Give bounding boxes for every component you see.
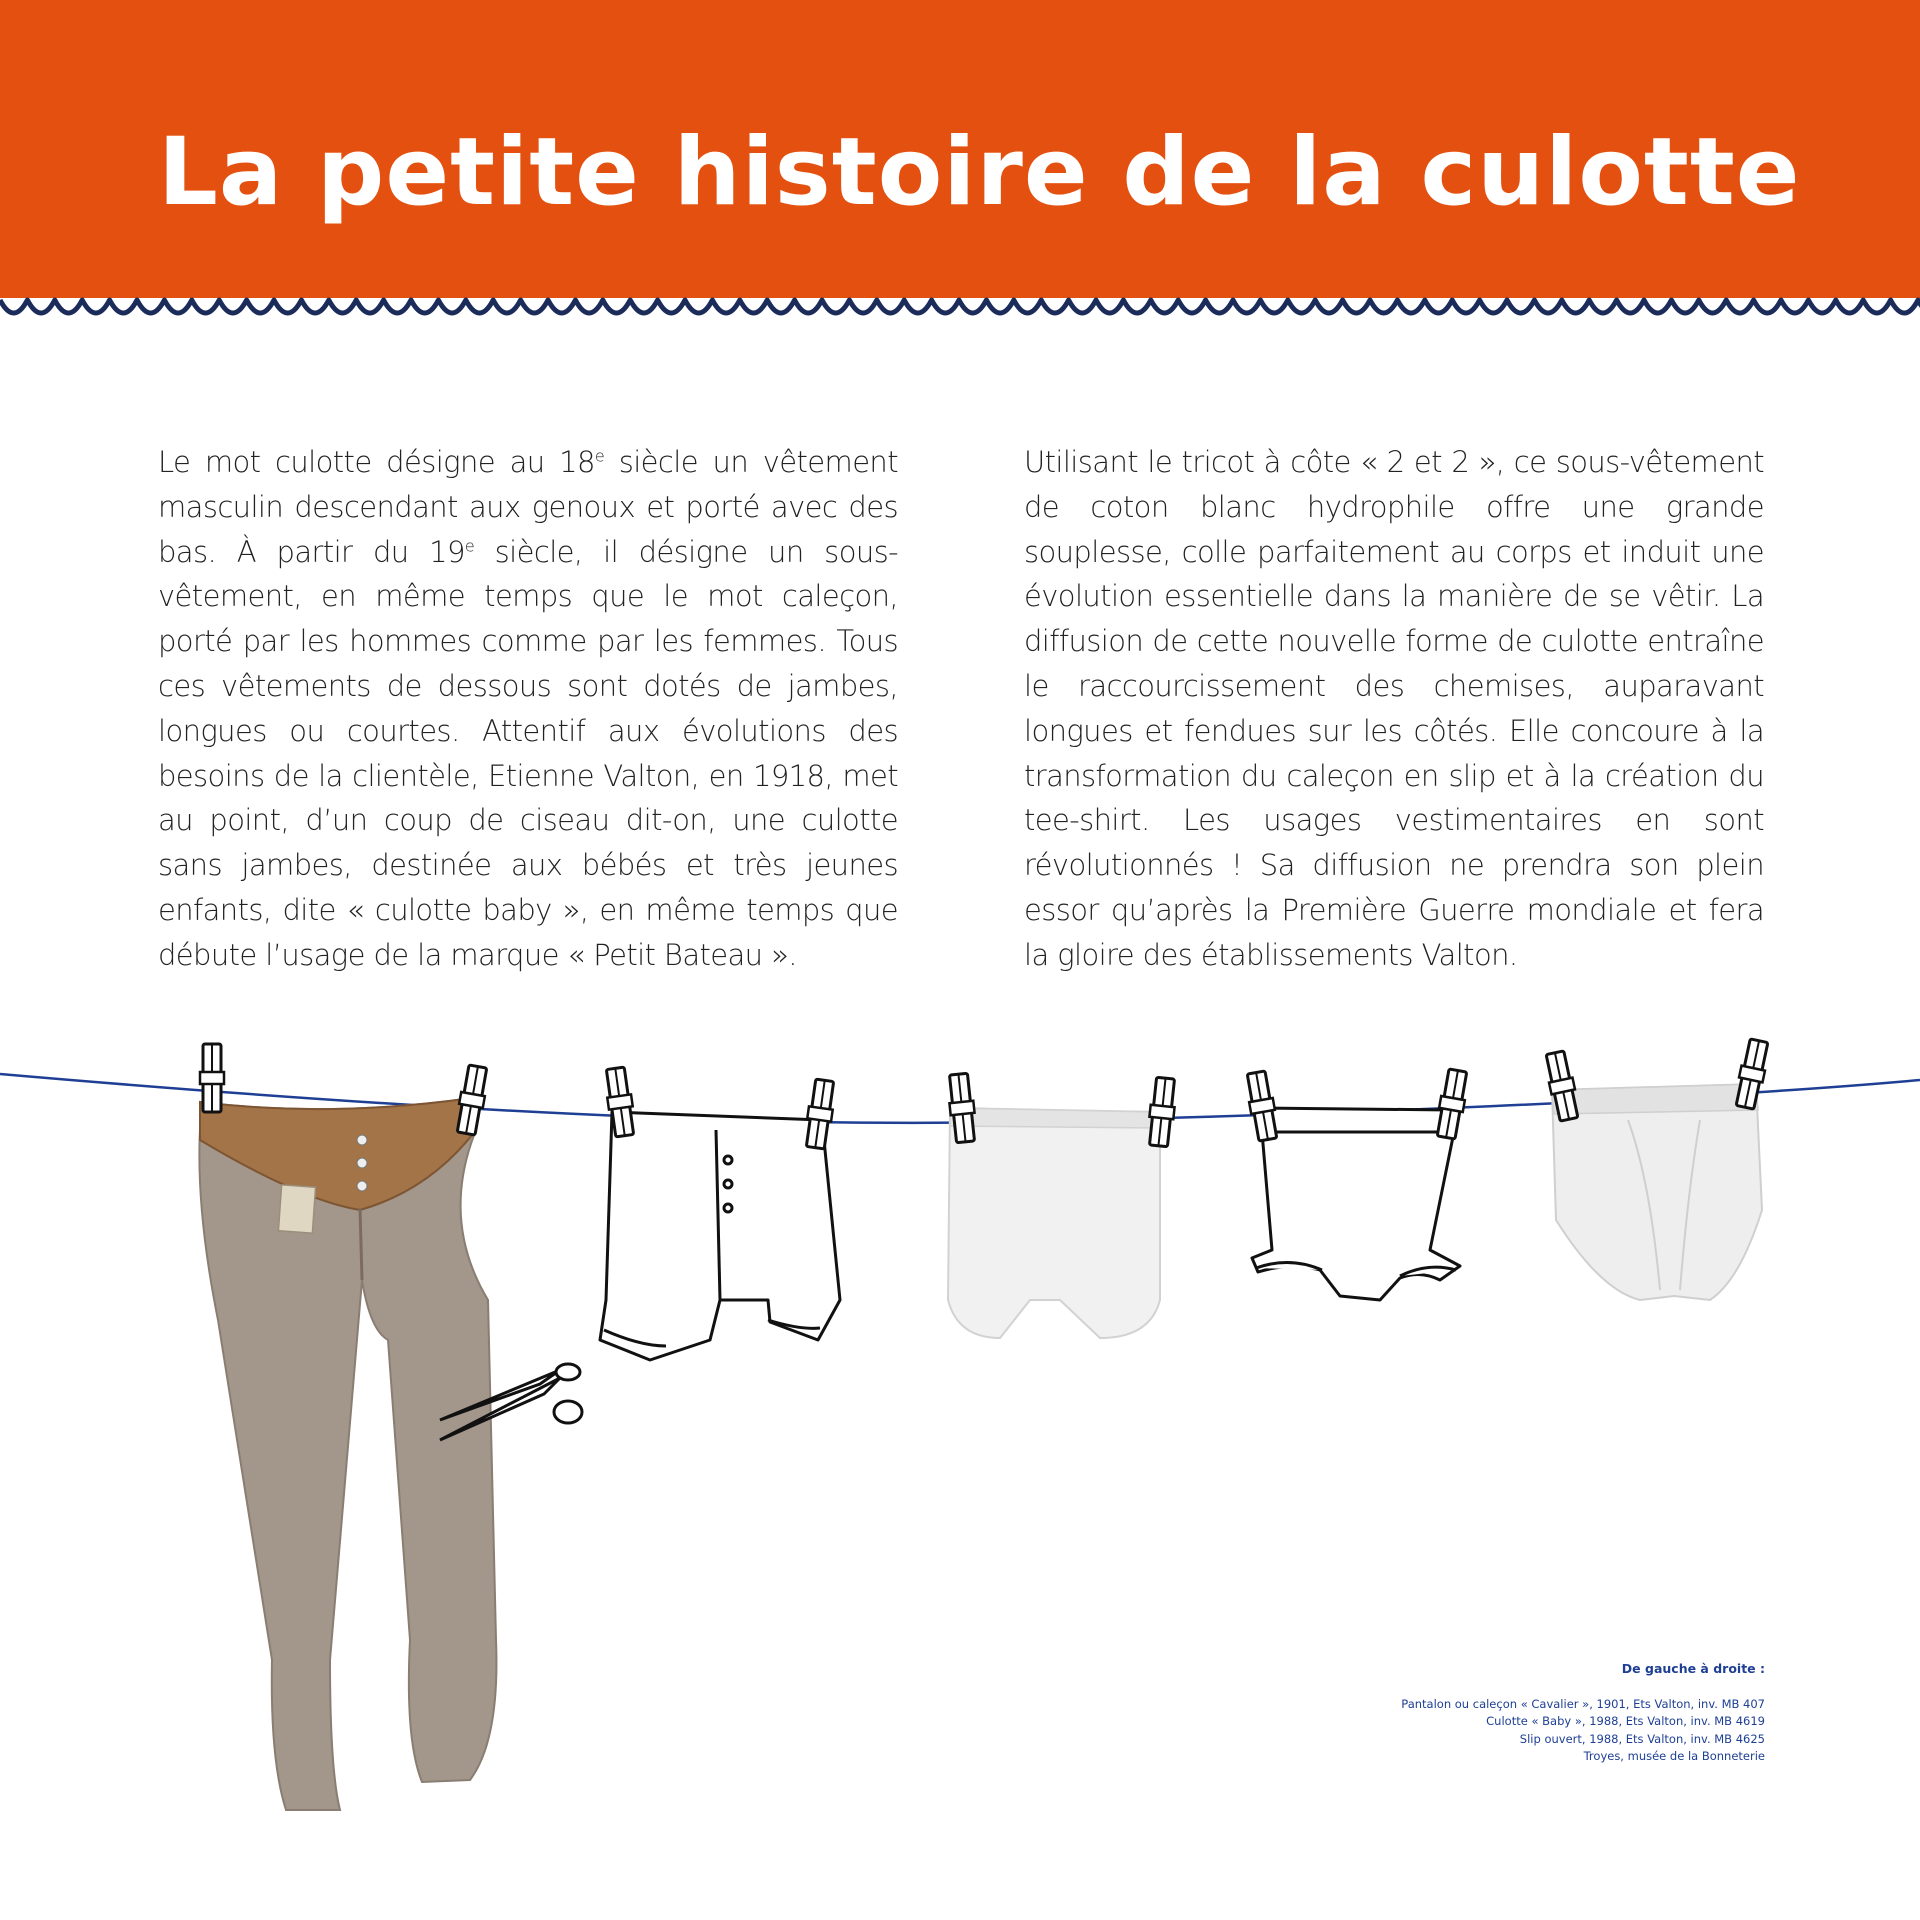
intro-text-left — [158, 440, 898, 978]
scallop-border — [0, 290, 1920, 326]
clothespin-icon — [454, 1064, 489, 1135]
credit-line: Culotte « Baby », 1988, Ets Valton, inv. MB 4619 — [1486, 1714, 1765, 1728]
clothespin-icon — [1434, 1068, 1469, 1139]
clothespin-icon — [1733, 1038, 1771, 1110]
long-johns-photo-icon — [199, 1098, 496, 1810]
credit-line: Slip ouvert, 1988, Ets Valton, inv. MB 4625 — [1519, 1731, 1765, 1746]
credit-line: Pantalon ou caleçon « Cavalier », 1901, Ets Valton, inv. MB 407 — [1401, 1696, 1765, 1711]
clothespin-icon — [200, 1044, 224, 1112]
credits-heading: De gauche à droite : — [1621, 1661, 1765, 1676]
intro-text-right — [1024, 440, 1764, 978]
clothespin-icon — [603, 1067, 636, 1138]
intro-paragraph-left: Le mot culotte désigne au 18e siècle un vêtement masculin descendant aux genoux et porté avec des bas. À partir du 19e siècle, il désigne un sous-vêtement, en même temps que le mot caleçon, porté par les hommes comme par les femmes. Tous ces vêtements de dessous sont dotés de jambes, longues ou courtes. Attentif aux évolutions des besoins de la clientèle, Etienne Valton, en 1918, met au point, d’un coup de ciseau dit-on, une culotte sans jambes, destinée aux bébés et très jeunes enfants, dite « culotte baby », en même temps que débute l’usage de la marque « Petit Bateau ». — [158, 445, 898, 972]
shorts-outline-drawing-icon — [600, 1112, 840, 1360]
credit-line: Troyes, musée de la Bonneterie — [1583, 1749, 1765, 1763]
photo-credits — [1205, 1660, 1765, 1766]
baby-culotte-photo-icon — [948, 1108, 1160, 1338]
clothespin-icon — [803, 1079, 836, 1150]
clothespin-icon — [1147, 1077, 1178, 1147]
brief-photo-icon — [1552, 1084, 1762, 1300]
superscript-e: e — [464, 535, 475, 555]
page-title: La petite histoire de la culotte — [158, 118, 1801, 227]
culotte-outline-drawing-icon — [1252, 1108, 1460, 1300]
clothespin-icon — [1244, 1070, 1279, 1141]
clothespin-icon — [1543, 1050, 1581, 1122]
superscript-e: e — [594, 446, 605, 466]
intro-paragraph-right: Utilisant le tricot à côte « 2 et 2 », ce sous-vêtement de coton blanc hydrophile offre une grande souplesse, colle parfaitement au corps et induit une évolution essentielle dans la manière de se vêtir. La diffusion de cette nouvelle forme de culotte entraîne le raccourcissement des chemises, auparavant longues et fendues sur les côtés. Elle concoure à la transformation du caleçon en slip et à la création du tee-shirt. Les usages vestimentaires en sont révolutionnés ! Sa diffusion ne prendra son plein essor qu’après la Première Guerre mondiale et fera la gloire des établissements Valton. — [1024, 445, 1764, 972]
